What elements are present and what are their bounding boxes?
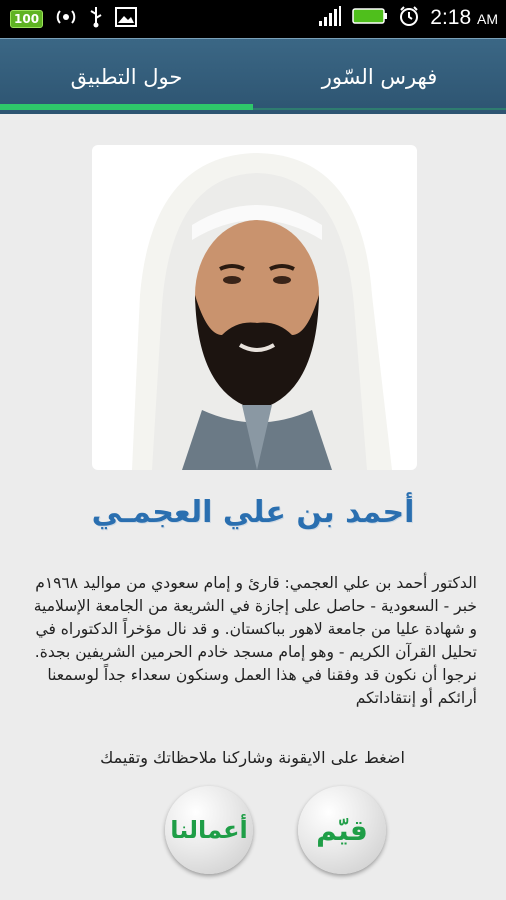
clock: 2:18 AM — [430, 6, 498, 29]
alarm-icon — [398, 5, 420, 31]
status-bar — [0, 0, 506, 38]
wifi-hotspot-icon — [55, 7, 77, 31]
selected-tab-indicator — [0, 104, 253, 110]
image-icon — [115, 7, 137, 31]
tab-bar-divider — [253, 108, 506, 110]
tab-surah-index[interactable]: فهرس السّور — [321, 64, 438, 89]
our-works-button[interactable] — [165, 786, 253, 874]
our-works-label: أعمالنا — [170, 816, 248, 844]
signal-icon — [318, 5, 342, 31]
battery-icon — [352, 6, 388, 30]
tab-bar — [0, 38, 506, 114]
reciter-bio: الدكتور أحمد بن علي العجمي: قارئ و إمام سعودي من مواليد ١٩٦٨م خبر - السعودية - حاصل على إجازة في الشريعة من الجامعة الإسلامية و شهادة عليا من جامعة لاهور بباكستان. و قد نال مؤخراً الدكتوراه في تحليل القرآن الكريم - وهو إمام مسجد خادم الحرمين الشريفين بجدة. نرجوا أن نكون قد وفقنا في هذا العمل وسنكون سعداء جداً لوسمعنا أرائكم أو إنتقاداتكم — [33, 574, 477, 707]
tab-about-app[interactable]: حول التطبيق — [70, 64, 183, 89]
rate-button[interactable] — [298, 786, 386, 874]
feedback-prompt: اضغط على الايقونة وشاركنا ملاحظاتك وتقيمك — [100, 748, 405, 767]
rate-label: قيّم — [316, 813, 368, 847]
usb-icon — [89, 6, 103, 32]
reciter-name: أحمد بن علي العجمـي — [91, 495, 415, 530]
battery-full-notification-icon: 100 — [10, 10, 43, 28]
reciter-portrait — [92, 145, 417, 470]
